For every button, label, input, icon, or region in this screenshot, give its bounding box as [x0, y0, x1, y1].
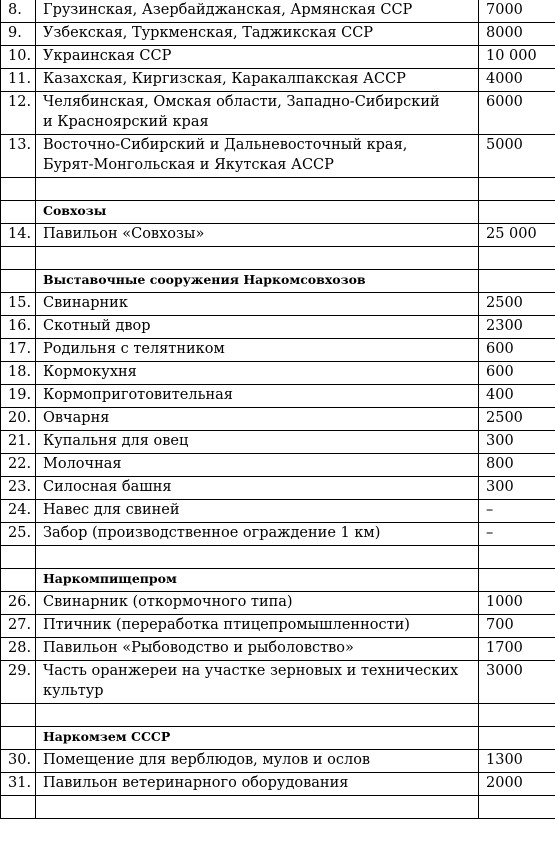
row-name	[36, 661, 479, 704]
blank-row	[1, 247, 555, 270]
row-name-line: Павильон ветеринарного оборудования	[43, 775, 349, 791]
row-name-line: Узбекская, Туркменская, Таджикская ССР	[43, 25, 374, 41]
row-value: 6000	[479, 92, 555, 135]
row-name-line: Свинарник	[43, 295, 128, 311]
table-row	[1, 339, 555, 362]
row-value: 600	[479, 362, 555, 385]
row-name	[36, 316, 479, 339]
row-name-line: Силосная башня	[43, 479, 172, 495]
row-name	[36, 500, 479, 523]
row-name-line: культур	[43, 683, 104, 699]
row-number: 17.	[1, 339, 36, 362]
row-value: 2500	[479, 408, 555, 431]
row-name	[36, 546, 479, 569]
row-number	[1, 247, 36, 270]
row-value: 3000	[479, 661, 555, 704]
row-number	[1, 796, 36, 819]
row-name	[36, 477, 479, 500]
row-number	[1, 546, 36, 569]
row-name	[36, 224, 479, 247]
row-name-line: Украинская ССР	[43, 48, 172, 64]
section-title: Совхозы	[36, 201, 479, 224]
row-name	[36, 592, 479, 615]
row-number: 22.	[1, 454, 36, 477]
row-number: 14.	[1, 224, 36, 247]
row-name	[36, 92, 479, 135]
row-value	[479, 178, 555, 201]
row-value	[479, 270, 555, 293]
table-row	[1, 615, 555, 638]
row-name-line: Овчарня	[43, 410, 110, 426]
row-number: 12.	[1, 92, 36, 135]
row-name	[36, 638, 479, 661]
row-name	[36, 704, 479, 727]
table-row	[1, 135, 555, 178]
row-name	[36, 385, 479, 408]
row-value: 25 000	[479, 224, 555, 247]
row-number: 8.	[1, 0, 36, 23]
table-row	[1, 316, 555, 339]
table-row	[1, 69, 555, 92]
row-name	[36, 615, 479, 638]
row-number: 30.	[1, 750, 36, 773]
row-name	[36, 135, 479, 178]
row-name-line: Кормоприготовительная	[43, 387, 233, 403]
blank-row	[1, 178, 555, 201]
row-number: 28.	[1, 638, 36, 661]
row-value: 4000	[479, 69, 555, 92]
section-row	[1, 727, 555, 750]
row-value: –	[479, 523, 555, 546]
row-value: 5000	[479, 135, 555, 178]
table-row	[1, 500, 555, 523]
row-name-line: Павильон «Совхозы»	[43, 226, 205, 242]
row-name	[36, 750, 479, 773]
row-value: 2300	[479, 316, 555, 339]
row-number	[1, 727, 36, 750]
blank-row	[1, 546, 555, 569]
section-title: Наркомзем СССР	[36, 727, 479, 750]
row-value: 10 000	[479, 46, 555, 69]
row-name	[36, 431, 479, 454]
row-name-line: Часть оранжереи на участке зерновых и технических	[43, 663, 459, 679]
table-row	[1, 385, 555, 408]
row-name-line: Молочная	[43, 456, 122, 472]
row-name-line: Навес для свиней	[43, 502, 180, 518]
row-value: –	[479, 500, 555, 523]
row-number: 9.	[1, 23, 36, 46]
row-number: 18.	[1, 362, 36, 385]
row-number: 19.	[1, 385, 36, 408]
table-row	[1, 224, 555, 247]
table-row	[1, 0, 555, 23]
table-row	[1, 408, 555, 431]
row-name-line: Павильон «Рыбоводство и рыболовство»	[43, 640, 354, 656]
section-row	[1, 201, 555, 224]
row-value: 800	[479, 454, 555, 477]
table-row	[1, 661, 555, 704]
row-name-line: Кормокухня	[43, 364, 137, 380]
row-number	[1, 270, 36, 293]
row-number: 23.	[1, 477, 36, 500]
row-number: 29.	[1, 661, 36, 704]
row-name	[36, 178, 479, 201]
table-row	[1, 638, 555, 661]
row-value: 8000	[479, 23, 555, 46]
row-name	[36, 23, 479, 46]
table-row	[1, 431, 555, 454]
row-name	[36, 523, 479, 546]
row-number	[1, 201, 36, 224]
row-name-line: Грузинская, Азербайджанская, Армянская ССР	[43, 2, 413, 18]
row-number: 31.	[1, 773, 36, 796]
row-name	[36, 339, 479, 362]
row-name-line: Родильня с телятником	[43, 341, 225, 357]
row-number: 16.	[1, 316, 36, 339]
row-name-line: Свинарник (откормочного типа)	[43, 594, 293, 610]
blank-row	[1, 704, 555, 727]
row-number	[1, 178, 36, 201]
row-name-line: Восточно-Сибирский и Дальневосточный края,	[43, 137, 408, 153]
row-value	[479, 727, 555, 750]
row-name-line: Бурят-Монгольская и Якутская АССР	[43, 157, 334, 173]
row-name-line: Казахская, Киргизская, Каракалпакская АССР	[43, 71, 406, 87]
table-row	[1, 23, 555, 46]
row-value: 1700	[479, 638, 555, 661]
blank-row	[1, 796, 555, 819]
row-name	[36, 454, 479, 477]
section-title: Выставочные сооружения Наркомсовхозов	[36, 270, 479, 293]
table-row	[1, 523, 555, 546]
row-value: 7000	[479, 0, 555, 23]
row-name	[36, 408, 479, 431]
row-value	[479, 704, 555, 727]
row-value	[479, 569, 555, 592]
section-title: Наркомпищепром	[36, 569, 479, 592]
row-name	[36, 362, 479, 385]
table-row	[1, 750, 555, 773]
table-body	[1, 0, 555, 819]
table-row	[1, 773, 555, 796]
row-value: 300	[479, 477, 555, 500]
row-value: 2500	[479, 293, 555, 316]
row-name-line: Скотный двор	[43, 318, 151, 334]
row-name	[36, 0, 479, 23]
row-value	[479, 247, 555, 270]
row-number: 21.	[1, 431, 36, 454]
table-row	[1, 592, 555, 615]
row-name	[36, 773, 479, 796]
row-value: 2000	[479, 773, 555, 796]
row-name-line: и Красноярский края	[43, 114, 209, 130]
row-name	[36, 69, 479, 92]
row-name	[36, 46, 479, 69]
table-row	[1, 477, 555, 500]
row-number	[1, 704, 36, 727]
row-number: 15.	[1, 293, 36, 316]
row-name	[36, 796, 479, 819]
row-name	[36, 293, 479, 316]
row-name-line: Помещение для верблюдов, мулов и ослов	[43, 752, 371, 768]
row-number: 25.	[1, 523, 36, 546]
row-name-line: Птичник (переработка птицепромышленности)	[43, 617, 410, 633]
table-row	[1, 293, 555, 316]
row-number: 24.	[1, 500, 36, 523]
row-name	[36, 247, 479, 270]
row-number	[1, 569, 36, 592]
table-row	[1, 92, 555, 135]
table-row	[1, 46, 555, 69]
row-value	[479, 201, 555, 224]
row-value: 400	[479, 385, 555, 408]
row-number: 13.	[1, 135, 36, 178]
section-row	[1, 270, 555, 293]
section-row	[1, 569, 555, 592]
row-number: 20.	[1, 408, 36, 431]
row-name-line: Забор (производственное ограждение 1 км)	[43, 525, 381, 541]
row-name-line: Купальня для овец	[43, 433, 189, 449]
row-value: 700	[479, 615, 555, 638]
row-value	[479, 796, 555, 819]
row-value: 300	[479, 431, 555, 454]
row-value	[479, 546, 555, 569]
row-value: 1000	[479, 592, 555, 615]
row-name-line: Челябинская, Омская области, Западно-Сибирский	[43, 94, 440, 110]
row-number: 27.	[1, 615, 36, 638]
row-number: 10.	[1, 46, 36, 69]
row-value: 1300	[479, 750, 555, 773]
table-row	[1, 454, 555, 477]
row-value: 600	[479, 339, 555, 362]
row-number: 26.	[1, 592, 36, 615]
row-number: 11.	[1, 69, 36, 92]
table-row	[1, 362, 555, 385]
